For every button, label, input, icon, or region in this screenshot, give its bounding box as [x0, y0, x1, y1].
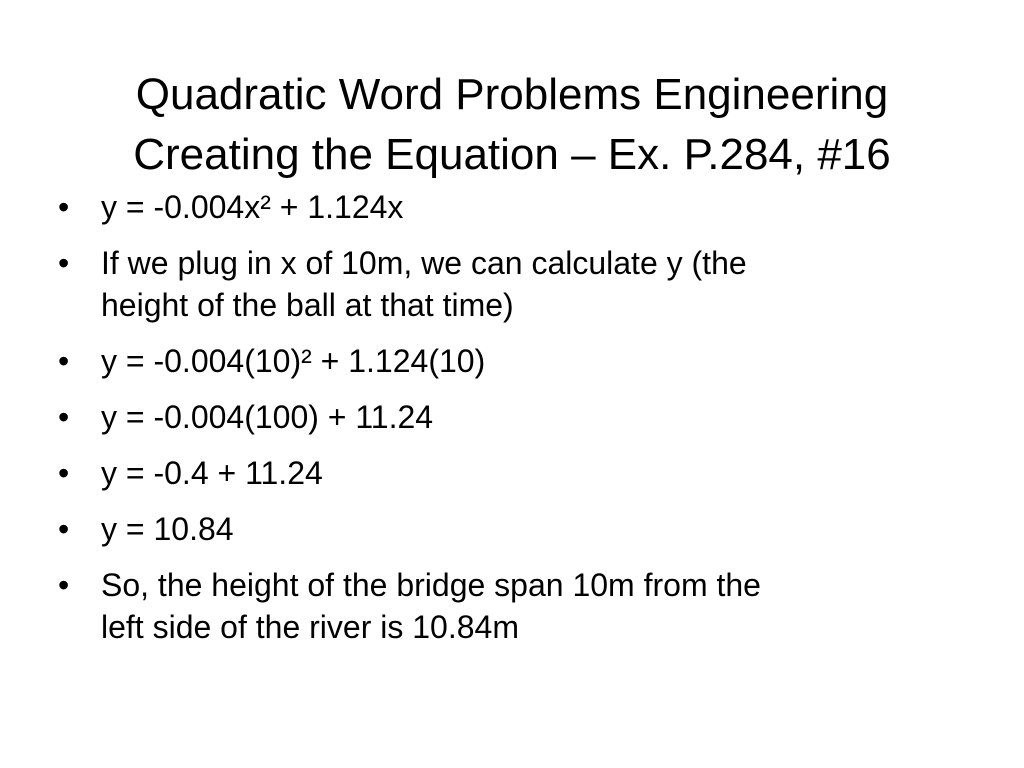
bullet-item [58, 452, 958, 494]
bullet-item [58, 396, 958, 438]
bullet-text: y = -0.004x² + 1.124x [101, 189, 404, 225]
bullet-text: y = -0.004(10)² + 1.124(10) [101, 343, 486, 379]
bullet-icon: • [58, 511, 70, 547]
title-line-1: Quadratic Word Problems Engineering [135, 70, 889, 120]
slide-title [40, 65, 984, 185]
bullet-item [58, 340, 958, 382]
bullet-text: left side of the river is 10.84m [101, 609, 519, 645]
bullet-text: If we plug in x of 10m, we can calculate y (the [101, 245, 747, 281]
bullet-icon: • [58, 245, 70, 281]
bullet-list [58, 186, 958, 662]
bullet-item [58, 508, 958, 550]
bullet-text: y = 10.84 [101, 511, 234, 547]
bullet-icon: • [58, 343, 70, 379]
bullet-text: So, the height of the bridge span 10m from the [101, 567, 761, 603]
bullet-text: y = -0.004(100) + 11.24 [101, 399, 434, 435]
bullet-item [58, 186, 958, 228]
bullet-icon: • [58, 455, 70, 491]
bullet-item [58, 564, 958, 648]
bullet-text: y = -0.4 + 11.24 [101, 455, 323, 491]
bullet-icon: • [58, 399, 70, 435]
bullet-icon: • [58, 567, 70, 603]
bullet-text: height of the ball at that time) [101, 287, 514, 323]
title-line-2: Creating the Equation – Ex. P.284, #16 [133, 130, 891, 180]
bullet-item [58, 242, 958, 326]
bullet-icon: • [58, 189, 70, 225]
